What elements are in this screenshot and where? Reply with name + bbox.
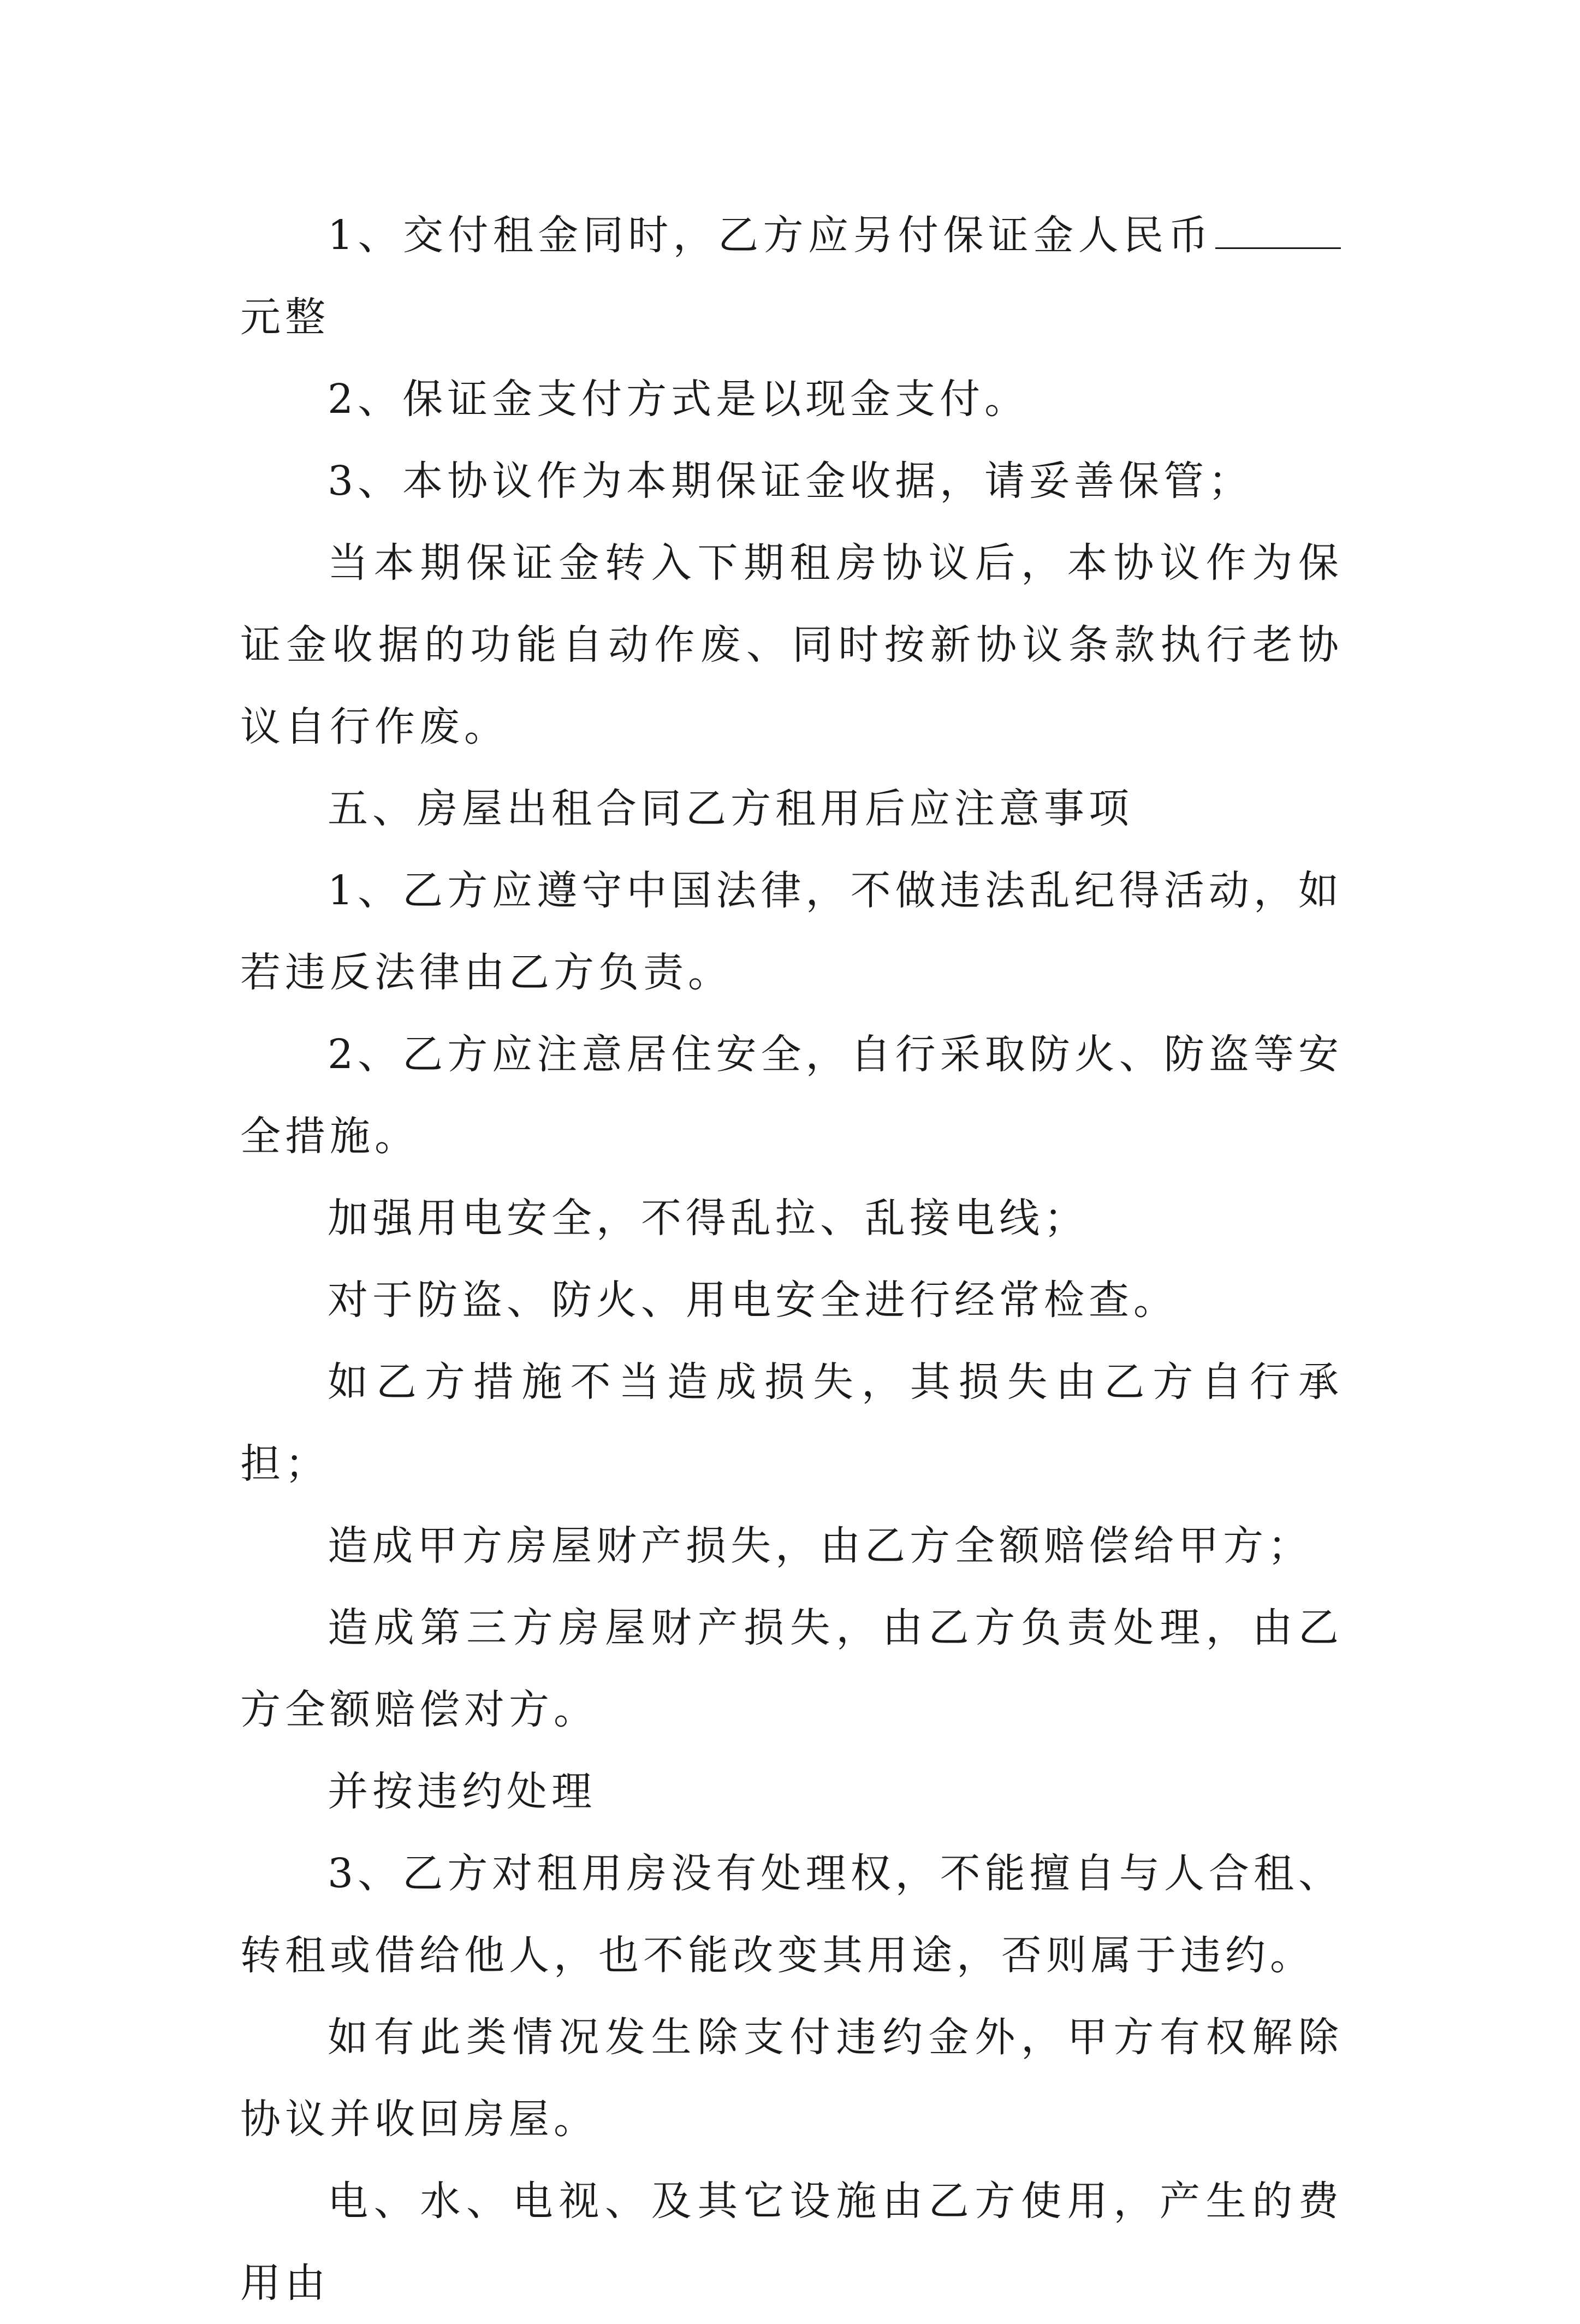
paragraph-text: 1、交付租金同时，乙方应另付保证金人民币	[328, 212, 1213, 259]
paragraph: 2、乙方应注意居住安全，自行采取防火、防盗等安全措施。	[240, 1031, 1343, 1160]
paragraph: 造成第三方房屋财产损失，由乙方负责处理，由乙方全额赔偿对方。	[240, 1604, 1343, 1733]
paragraph-text: 元整	[240, 294, 330, 341]
section-heading: 五、房屋出租合同乙方租用后应注意事项	[328, 785, 1133, 832]
paragraph: 2、保证金支付方式是以现金支付。	[328, 376, 1030, 423]
paragraph: 加强用电安全，不得乱拉、乱接电线；	[328, 1195, 1089, 1242]
paragraph: 1、乙方应遵守中国法律，不做违法乱纪得活动，如若违反法律由乙方负责。	[240, 867, 1343, 996]
paragraph: 对于防盗、防火、用电安全进行经常检查。	[328, 1277, 1178, 1324]
paragraph: 当本期保证金转入下期租房协议后，本协议作为保证金收据的功能自动作废、同时按新协议条款执行老协议自行作废。	[240, 540, 1343, 750]
paragraph: 电、水、电视、及其它设施由乙方使用，产生的费用由	[240, 2178, 1343, 2307]
amount-blank	[1215, 244, 1341, 249]
paragraph: 3、乙方对租用房没有处理权，不能擅自与人合租、转租或借给他人，也不能改变其用途，否则属于违约。	[240, 1850, 1343, 1979]
paragraph-deposit-amount	[240, 194, 1343, 358]
document-body	[240, 194, 1343, 2324]
paragraph: 如有此类情况发生除支付违约金外，甲方有权解除协议并收回房屋。	[240, 2014, 1343, 2143]
paragraph: 造成甲方房屋财产损失，由乙方全额赔偿给甲方；	[328, 1522, 1312, 1569]
paragraph: 3、本协议作为本期保证金收据，请妥善保管；	[328, 458, 1254, 505]
paragraph: 并按违约处理	[328, 1768, 596, 1815]
paragraph: 如乙方措施不当造成损失，其损失由乙方自行承担；	[240, 1359, 1343, 1487]
